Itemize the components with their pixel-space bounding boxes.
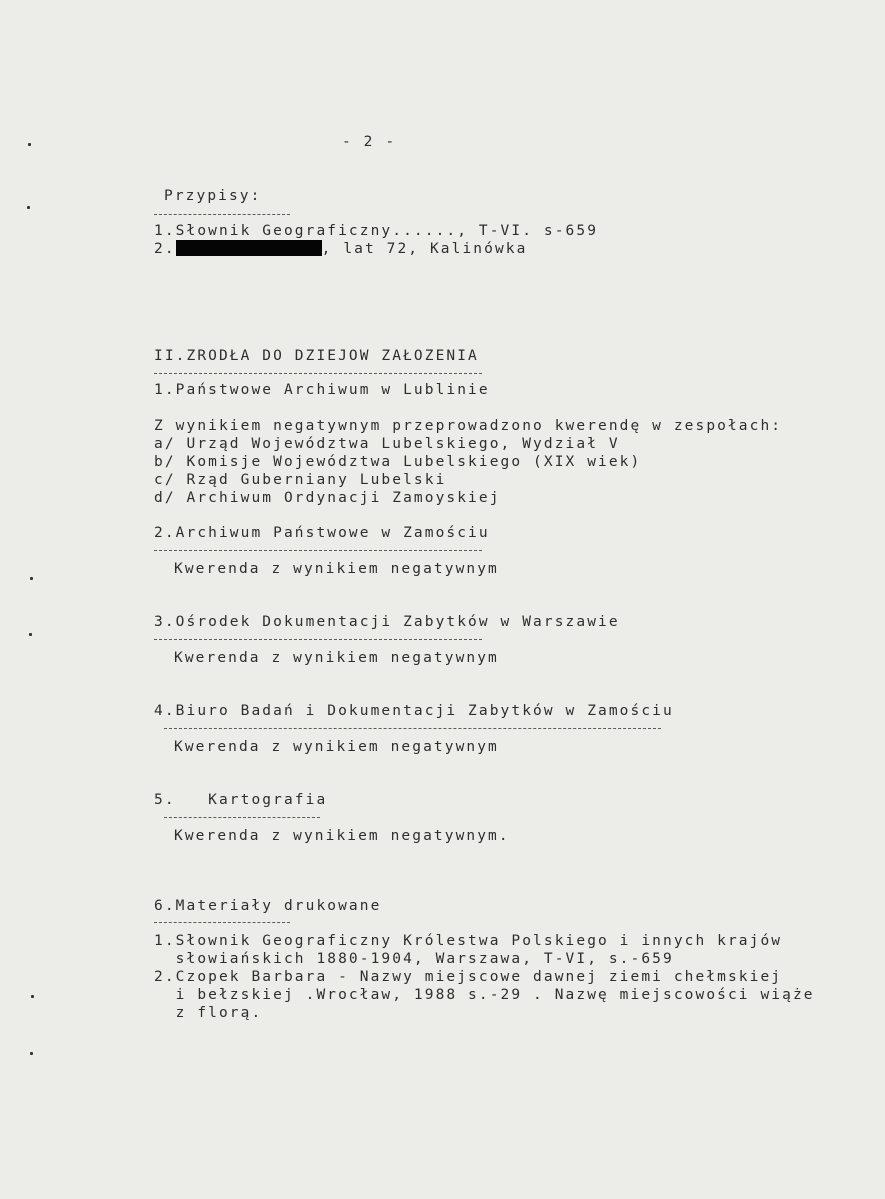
printed-item-1a: 1.Słownik Geograficzny Królestwa Polskiego i innych krajów xyxy=(154,933,783,949)
redaction-bar xyxy=(176,240,322,256)
footnote-2-number: 2. xyxy=(154,241,176,257)
footnotes-underline xyxy=(154,214,290,215)
source-1-item-b: b/ Komisje Województwa Lubelskiego (XIX wiek) xyxy=(154,454,642,470)
scan-speck xyxy=(30,1052,33,1055)
footnotes-title: Przypisy: xyxy=(164,188,262,204)
scan-speck xyxy=(29,633,32,636)
scan-speck xyxy=(27,206,30,209)
source-5-underline xyxy=(164,817,320,818)
source-3-result: Kwerenda z wynikiem negatywnym xyxy=(174,650,499,666)
printed-heading: 6.Materiały drukowane xyxy=(154,898,382,914)
page-number: - 2 - xyxy=(342,134,397,150)
source-1-item-a: a/ Urząd Województwa Lubelskiego, Wydział V xyxy=(154,436,620,452)
source-2-heading: 2.Archiwum Państwowe w Zamościu xyxy=(154,525,490,541)
source-1-item-c: c/ Rząd Guberniany Lubelski xyxy=(154,472,447,488)
source-2-result: Kwerenda z wynikiem negatywnym xyxy=(174,561,499,577)
source-2-underline xyxy=(154,550,482,551)
section-title: II.ZRODŁA DO DZIEJOW ZAŁOZENIA xyxy=(154,348,479,364)
source-3-underline xyxy=(154,639,482,640)
footnote-2 xyxy=(154,240,527,258)
section-title-underline xyxy=(154,373,482,374)
source-1-item-d: d/ Archiwum Ordynacji Zamoyskiej xyxy=(154,490,501,506)
source-4-result: Kwerenda z wynikiem negatywnym xyxy=(174,739,499,755)
source-4-heading: 4.Biuro Badań i Dokumentacji Zabytków w Zamościu xyxy=(154,703,674,719)
source-3-heading: 3.Ośrodek Dokumentacji Zabytków w Warszawie xyxy=(154,614,620,630)
source-4-underline xyxy=(164,728,661,729)
source-5-result: Kwerenda z wynikiem negatywnym. xyxy=(174,828,510,844)
printed-item-2b: i bełzskiej .Wrocław, 1988 s.-29 . Nazwę miejscowości wiąże xyxy=(154,987,815,1003)
scan-speck xyxy=(31,995,34,998)
source-5-heading: 5. Kartografia xyxy=(154,792,328,808)
footnote-1: 1.Słownik Geograficzny......, T-VI. s-659 xyxy=(154,223,599,239)
printed-item-1b: słowiańskich 1880-1904, Warszawa, T-VI, s.-659 xyxy=(154,951,674,967)
scan-speck xyxy=(28,143,31,146)
footnote-2-text: , lat 72, Kalinówka xyxy=(321,241,528,257)
scan-speck xyxy=(30,577,33,580)
printed-item-2c: z florą. xyxy=(154,1005,263,1021)
printed-item-2a: 2.Czopek Barbara - Nazwy miejscowe dawnej ziemi chełmskiej xyxy=(154,969,783,985)
printed-underline xyxy=(154,922,290,923)
source-1-heading: 1.Państwowe Archiwum w Lublinie xyxy=(154,382,490,398)
source-1-intro: Z wynikiem negatywnym przeprowadzono kwerendę w zespołach: xyxy=(154,418,783,434)
